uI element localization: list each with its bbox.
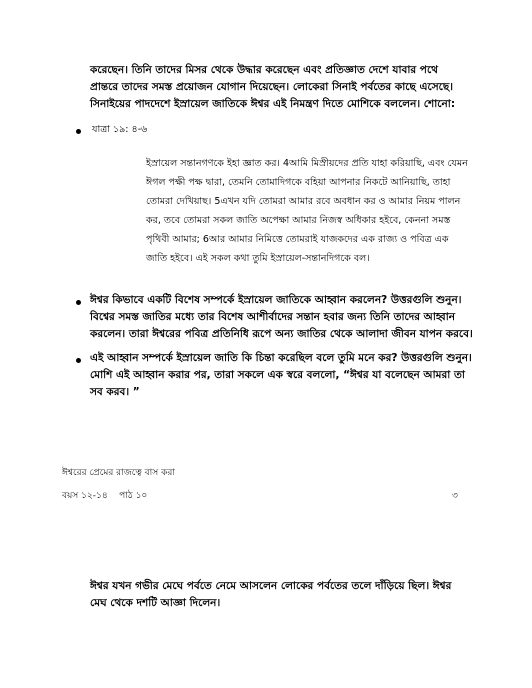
question-1: ঈশ্বর কিভাবে একটি বিশেষ সম্পর্কে ইস্রায়েল জাতিকে আহ্বান করলেন? উত্তরগুলি শুনুন। বিশ্বের সমস্ত জাতির মধ্যে তার বিশেষ আশীর্বাদের সন্তান হবার জন্য তিনি তাদের আহ্বান করলেন। তারা ঈশ্বরের পবিত্র প্রতিনিধি রূপে অন্য জাতির থেকে আলাদা জীবন যাপন করবে।	[90, 294, 473, 340]
scripture-reference: যাত্রা ১৯: ৪-৬	[92, 124, 148, 135]
bullet-dot	[76, 358, 81, 363]
question-2: এই আহ্বান সম্পর্কে ইস্রায়েল জাতি কি চিন্তা করেছিল বলে তুমি মনে কর? উত্তরগুলি শুনুন। মোশি এই আহ্বান করার পর, তারা সকলে এক স্বরে বললো, “ঈশ্বর যা বলেছেন আমরা তা সব করব। ”	[90, 352, 472, 398]
footer-series-title: ঈশ্বরের প্রেমের রাজত্বে বাস করা	[62, 468, 175, 478]
scripture-quote: ইস্রায়েল সন্তানগণকে ইহা জ্ঞাত কর। 4আমি মিস্রীয়দের প্রতি যাহা করিয়াছি, এবং যেমন ঈগল পক্ষী পক্ষ দ্বারা, তেমনি তোমাদিগকে বহিয়া আপনার নিকটে আনিয়াছি, তাহা তোমরা দেখিয়াছ। 5এখন যদি তোমরা আমার রবে অবধান কর ও আমার নিয়ম পালন কর, তবে তোমরা সকল জাতি অপেক্ষা আমার নিজস্ব অধিকার হইবে, কেননা সমস্ত পৃথিবী আমার; 6আর আমার নিমিত্তে তোমরাই যাজকদের এক রাজ্য ও পবিত্র এক জাতি হইবে। এই সকল কথা তুমি ইস্রায়েল-সন্তানদিগকে বল।	[146, 158, 468, 264]
next-page-paragraph: ঈশ্বর যখন গভীর মেঘে পর্বতে নেমে আসলেন লোকের পর্বতের তলে দাঁড়িয়ে ছিল। ঈশ্বর মেঘ থেকে দশটি আজ্ঞা দিলেন।	[90, 580, 452, 609]
bullet-dot	[76, 129, 81, 134]
footer-page-number: ৩	[452, 491, 458, 501]
bullet-dot	[76, 300, 81, 305]
intro-paragraph: করেছেন। তিনি তাদের মিসর থেকে উদ্ধার করেছেন এবং প্রতিজ্ঞাত দেশে যাবার পথে প্রান্তরে তাদের সমস্ত প্রয়োজন যোগান দিয়েছেন। লোকেরা সিনাই পর্বতের কাছে এসেছে। সিনাইয়ের পাদদেশে ইস্রায়েল জাতিকে ঈশ্বর এই নিমন্ত্রণ দিতে মোশিকে বললেন। শোনো:	[90, 64, 456, 110]
footer-age-lesson: বয়স ১২-১৪ পাঠ ১০	[62, 491, 148, 501]
